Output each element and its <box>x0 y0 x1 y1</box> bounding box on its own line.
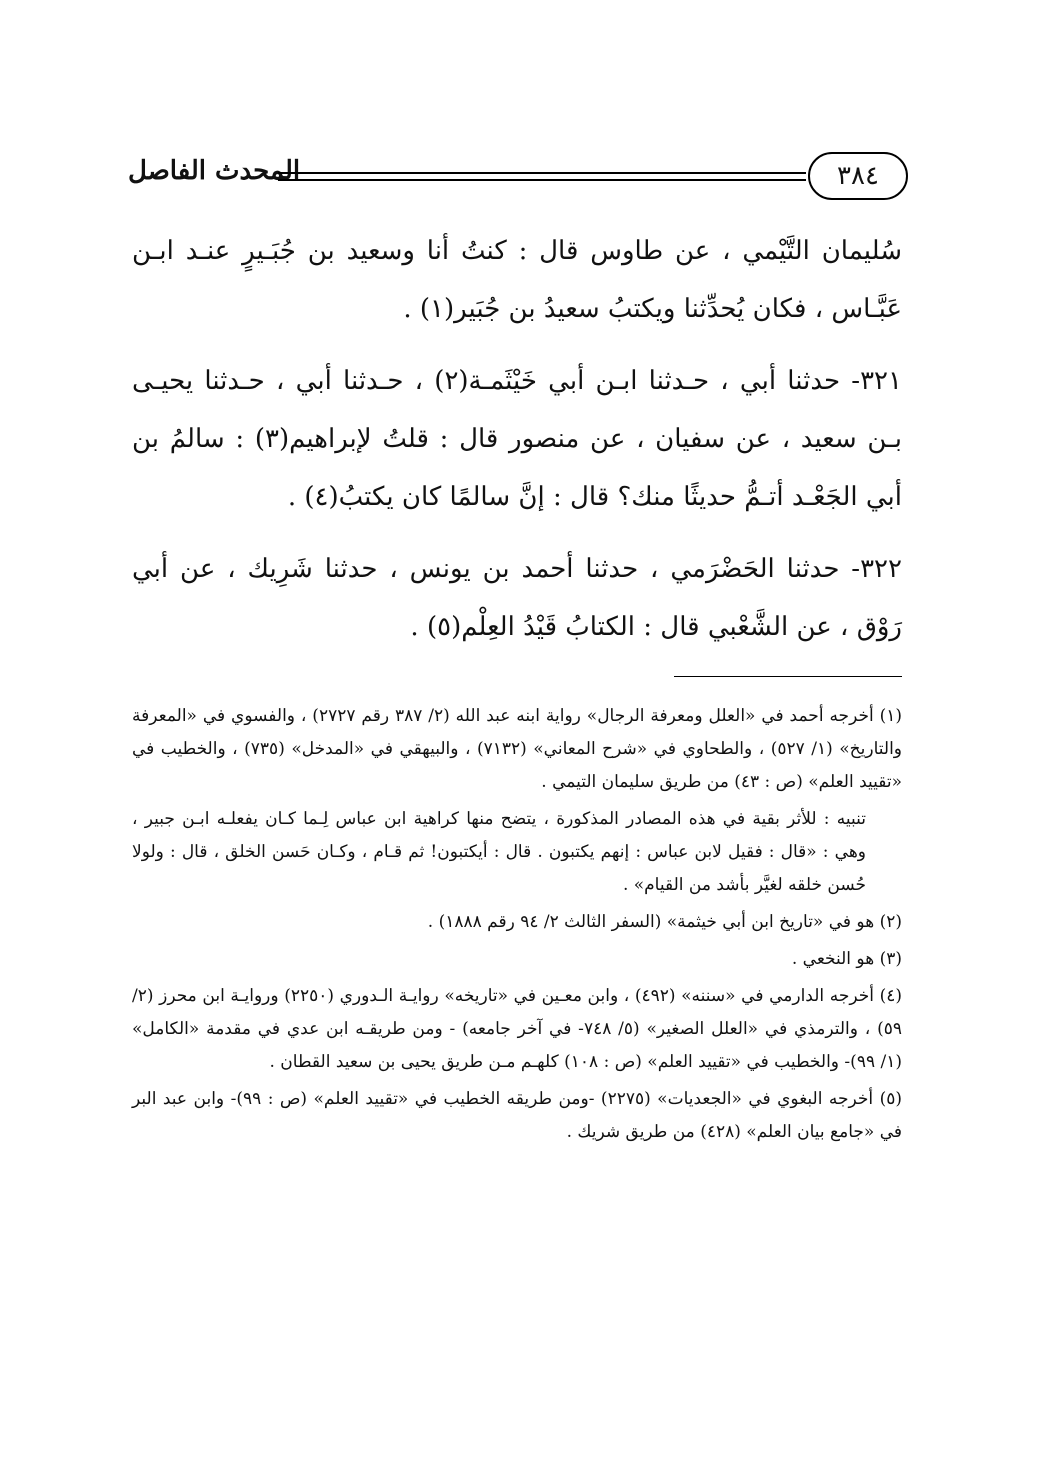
hadith-321: ٣٢١- حدثنا أبي ، حـدثنا ابـن أبي خَيْثَمـة(٢) ، حـدثنا أبي ، حـدثنا يحيـى بـن سعيد ، عن سفيان ، عن منصور قال : قلتُ لإبراهيم(٣) : سالمُ بن أبي الجَعْـد أتـمُّ حديثًا منك؟ قال : إنَّ سالمًا كان يكتبُ(٤) . <box>132 366 902 512</box>
page-header <box>128 150 908 208</box>
header-rule-bottom <box>278 179 806 181</box>
paragraph-continuation: سُليمان التَّيْمي ، عن طاوس قال : كنتُ أنا وسعيد بن جُبَـيرٍ عنـد ابـن عَبَّـاس ، فكان يُحدِّثنا ويكتبُ سعيدُ بن جُبَير(١) . <box>132 236 902 324</box>
footnote-3: (٣) هو النخعي . <box>791 949 902 969</box>
book-title: المحدث الفاصل <box>128 156 301 186</box>
footnote-4: (٤) أخرجه الدارمي في «سننه» (٤٩٢) ، وابن معـين في «تاريخه» روايـة الـدوري (٢٢٥٠) وروايـة ابن محرز (٢/ ٥٩) ، والترمذي في «العلل الصغير» (٥/ ٧٤٨- في آخر جامعه) - ومن طريقـه ابن عدي في مقدمة «الكامل» (١/ ٩٩)- والخطيب في «تقييد العلم» (ص : ١٠٨) كلهـم مـن طريق يحيى بن سعيد القطان . <box>132 986 903 1072</box>
footnote-2: (٢) هو في «تاريخ ابن أبي خيثمة» (السفر الثالث ٢/ ٩٤ رقم ١٨٨٨) . <box>427 912 902 932</box>
main-text <box>132 222 902 656</box>
footnote-1: (١) أخرجه أحمد في «العلل ومعرفة الرجال» رواية ابنه عبد الله (٢/ ٣٨٧ رقم ٢٧٢٧) ، والفسوي في «المعرفة والتاريخ» (١/ ٥٢٧) ، والطحاوي في «شرح المعاني» (٧١٣٢) ، والبيهقي في «المدخل» (٧٣٥) ، والخطيب في «تقييد العلم» (ص : ٤٣) من طريق سليمان التيمي . <box>132 706 902 792</box>
footnotes <box>132 700 902 1153</box>
footnote-separator <box>674 676 902 677</box>
footnote-5: (٥) أخرجه البغوي في «الجعديات» (٢٢٧٥) -ومن طريقه الخطيب في «تقييد العلم» (ص : ٩٩)- وابن عبد البر في «جامع بيان العلم» (٤٢٨) من طريق شريك . <box>132 1089 902 1142</box>
hadith-322: ٣٢٢- حدثنا الحَضْرَمي ، حدثنا أحمد بن يونس ، حدثنا شَرِيك ، عن أبي رَوْق ، عن الشَّعْبي قال : الكتابُ قَيْدُ العِلْم(٥) . <box>132 554 902 642</box>
page-number: ٣٨٤ <box>808 152 908 200</box>
footnote-1-note: تنبيه : للأثر بقية في هذه المصادر المذكورة ، يتضح منها كراهية ابن عباس لِـما كـان يفعلـه ابـن جبير ، وهي : «قال : فقيل لابن عباس : إنهم يكتبون . قال : أيكتبون! ثم قـام ، وكـان حَسن الخلق ، قال : ولولا حُسن خلقه لغيَّر بأشد من القيام» . <box>132 809 866 895</box>
header-rule-top <box>278 172 806 174</box>
